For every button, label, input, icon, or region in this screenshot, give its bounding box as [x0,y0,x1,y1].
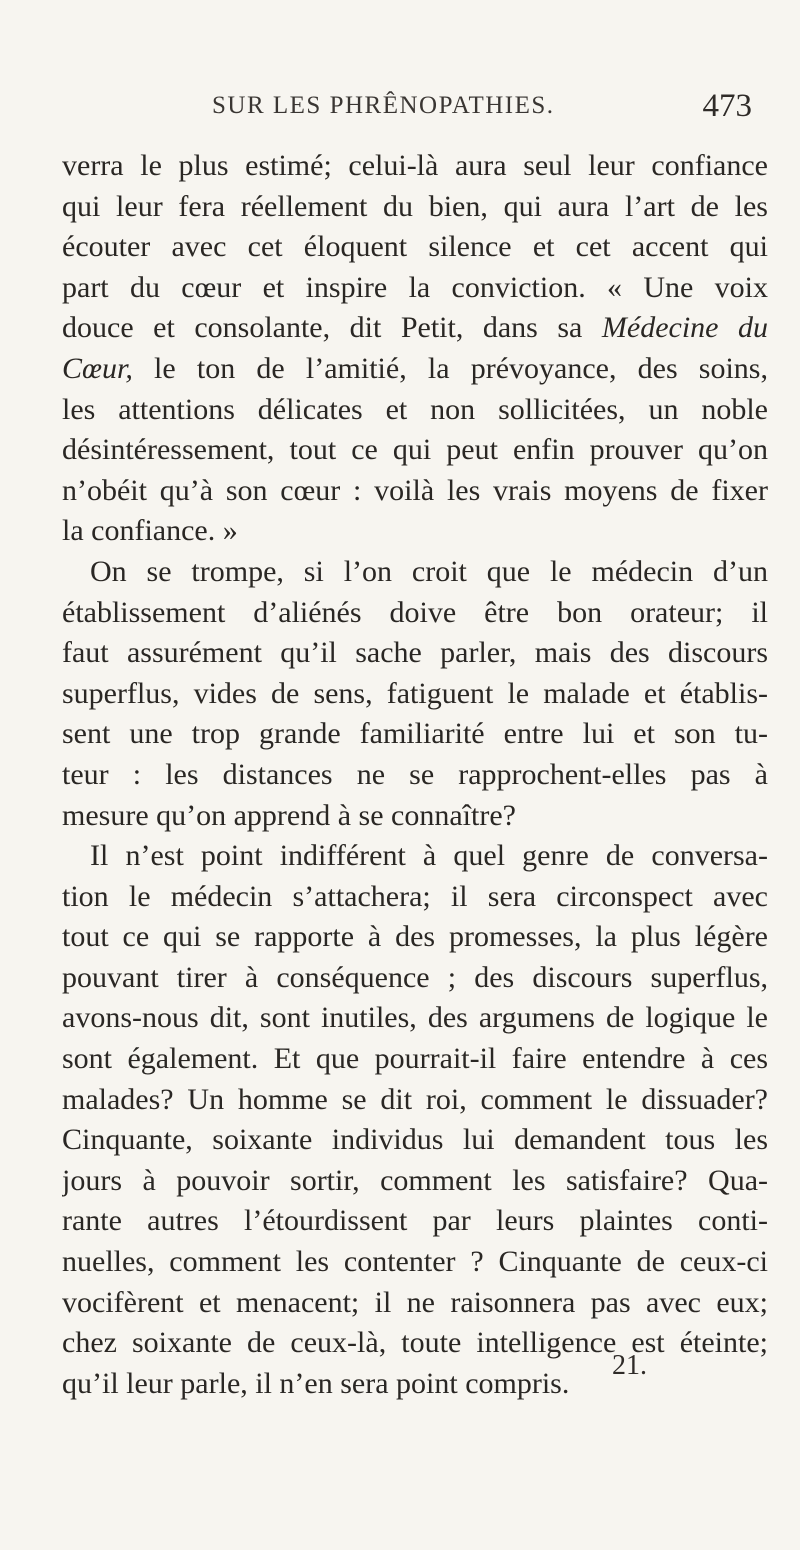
text-line: nuelles, comment les contenter ? Cinquante de ceux-ci [62,1245,768,1279]
text-line: chez soixante de ceux-là, toute intelligence est éteinte; [62,1326,768,1360]
paragraph-start-line: On se trompe, si l’on croit que le médecin d’un [90,554,768,588]
text-line: sent une trop grande familiarité entre lui et son tu- [62,717,768,751]
book-title-italic: Médecine du [601,311,768,345]
text-line: avons-nous dit, sont inutiles, des argumens de logique le [62,1001,768,1035]
text-line: malades? Un homme se dit roi, comment le dissuader? [62,1082,768,1116]
text-line: tion le médecin s’attachera; il sera circonspect avec [62,879,768,913]
running-title: SUR LES PHRÊNOPATHIES. [212,92,555,119]
text-line: tout ce qui se rapporte à des promesses, la plus légère [62,920,768,954]
page-number: 473 [702,88,752,124]
text-line: jours à pouvoir sortir, comment les satisfaire? Qua- [62,1163,768,1197]
text-line: les attentions délicates et non sollicitées, un noble [62,392,768,426]
text-line: Cœur, le ton de l’amitié, la prévoyance, des soins, [62,351,768,385]
text-line: teur : les distances ne se rapprochent-elles pas à [62,757,768,791]
text-line: écouter avec cet éloquent silence et cet accent qui [62,230,768,264]
text-line: faut assurément qu’il sache parler, mais des discours [62,636,768,670]
text-line: rante autres l’étourdissent par leurs plaintes conti- [62,1204,768,1238]
text-line: douce et consolante, dit Petit, dans sa Médecine du [62,311,768,345]
paragraph-end-line: mesure qu’on apprend à se connaître? [62,798,516,832]
body-text [62,146,768,1404]
text-line: part du cœur et inspire la conviction. « Une voix [62,270,768,304]
text-line: vocifèrent et menacent; il ne raisonnera pas avec eux; [62,1285,768,1319]
running-header [212,88,752,128]
text-line: établissement d’aliénés doive être bon orateur; il [62,595,768,629]
text-line: désintéressement, tout ce qui peut enfin prouver qu’on [62,433,768,467]
text-line: pouvant tirer à conséquence ; des discours superflus, [62,960,768,994]
paragraph-end-line: la confiance. » [62,514,238,548]
text-line: sont également. Et que pourrait-il faire entendre à ces [62,1042,768,1076]
text-line: verra le plus estimé; celui-là aura seul leur confiance [62,149,768,182]
text-line: qui leur fera réellement du bien, qui aura l’art de les [62,189,768,223]
paragraph-end-line: qu’il leur parle, il n’en sera point compris. [62,1366,570,1400]
paragraph-start-line: Il n’est point indifférent à quel genre de conversa- [90,839,768,873]
text-line: n’obéit qu’à son cœur : voilà les vrais moyens de fixer [62,473,768,507]
text-line: superflus, vides de sens, fatiguent le malade et établis- [62,676,768,710]
text-line: Cinquante, soixante individus lui demandent tous les [62,1123,768,1157]
signature-mark: 21. [612,1350,647,1381]
book-title-italic: Cœur, [62,351,133,385]
